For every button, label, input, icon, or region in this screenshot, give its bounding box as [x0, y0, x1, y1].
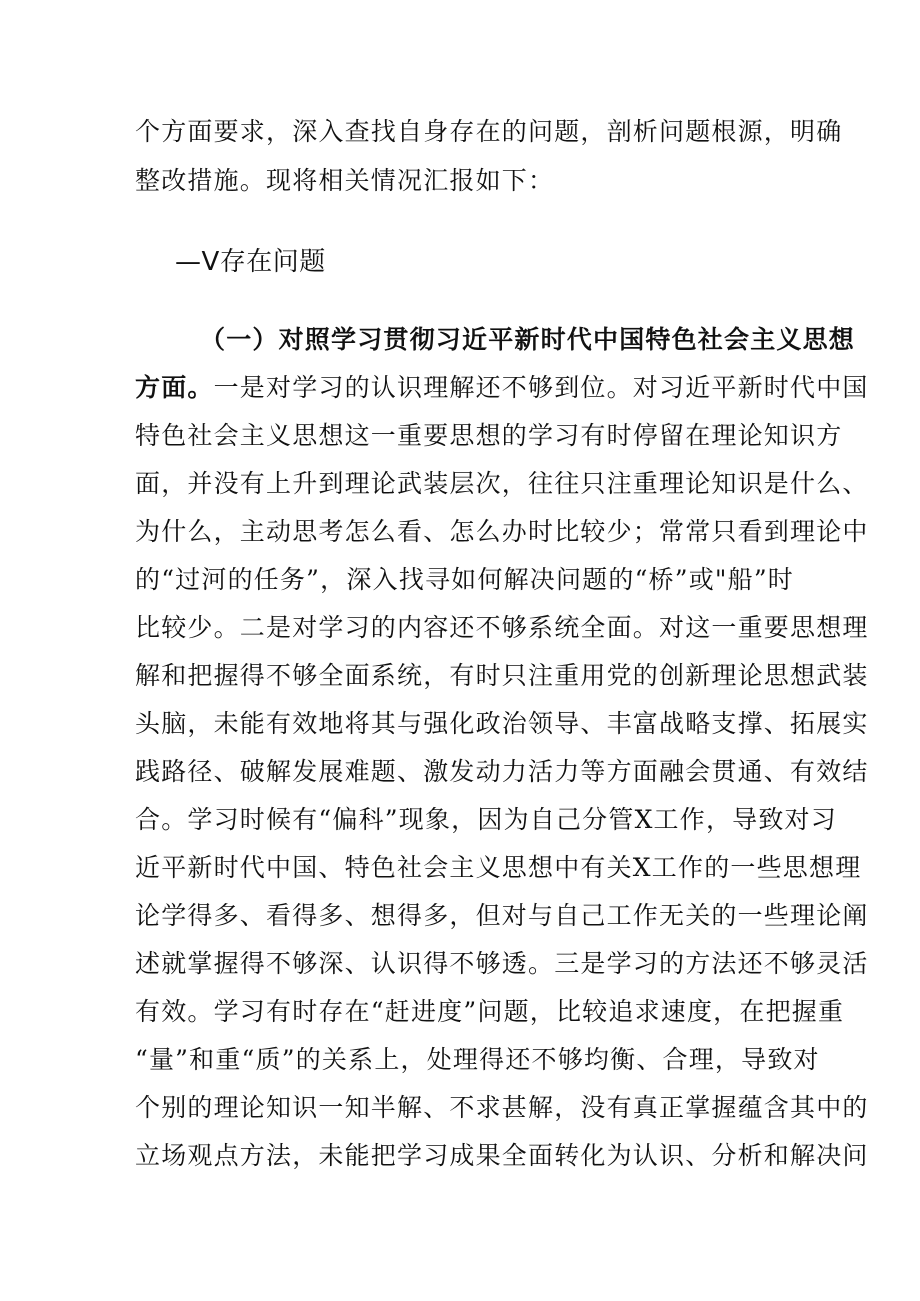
body-line: 比较少。二是对学习的内容还不够系统全面。对这一重要思想理 [135, 613, 869, 642]
body-line: 近平新时代中国、特色社会主义思想中有关X工作的一些思想理 [135, 853, 862, 882]
body-line: 头脑，未能有效地将其与强化政治领导、丰富战略支撑、拓展实 [135, 709, 869, 738]
subsection-title [200, 325, 855, 355]
body-line-first-text: 一是对学习的认识理解还不够到位。对习近平新时代中国 [213, 373, 869, 402]
body-line-first [135, 373, 869, 403]
body-line: 面，并没有上升到理论武装层次，往往只注重理论知识是什么、 [135, 469, 869, 498]
body-line: 为什么，主动思考怎么看、怎么办时比较少；常常只看到理论中 [135, 517, 869, 546]
body-line: 述就掌握得不够深、认识得不够透。三是学习的方法还不够灵活 [135, 949, 869, 978]
subsection-title-end: 方面。 [135, 373, 214, 402]
body-line: 有效。学习有时存在“赶进度”问题，比较追求速度，在把握重 [135, 997, 845, 1026]
body-line: 特色社会主义思想这一重要思想的学习有时停留在理论知识方 [135, 421, 843, 450]
body-line: 合。学习时候有“偏科”现象，因为自己分管X工作，导致对习 [135, 805, 837, 834]
body-line: 践路径、破解发展难题、激发动力活力等方面融会贯通、有效结 [135, 757, 869, 786]
intro-line-2: 整改措施。现将相关情况汇报如下： [135, 166, 555, 195]
section-heading: —V存在问题 [175, 247, 326, 277]
body-line: 的“过河的任务”，深入找寻如何解决问题的“桥”或"船”时 [135, 565, 795, 594]
subsection-title-text: （一）对照学习贯彻习近平新时代中国特色社会主义思想 [200, 325, 856, 354]
intro-line-1: 个方面要求，深入查找自身存在的问题，剖析问题根源，明确 [135, 117, 843, 146]
body-line: “量”和重“质”的关系上，处理得还不够均衡、合理，导致对 [135, 1045, 820, 1074]
body-line: 个别的理论知识一知半解、不求甚解，没有真正掌握蕴含其中的 [135, 1093, 869, 1122]
body-line: 立场观点方法，未能把学习成果全面转化为认识、分析和解决问 [135, 1141, 869, 1170]
body-line: 解和把握得不够全面系统，有时只注重用党的创新理论思想武装 [135, 661, 869, 690]
body-line: 论学得多、看得多、想得多，但对与自己工作无关的一些理论阐 [135, 901, 869, 930]
